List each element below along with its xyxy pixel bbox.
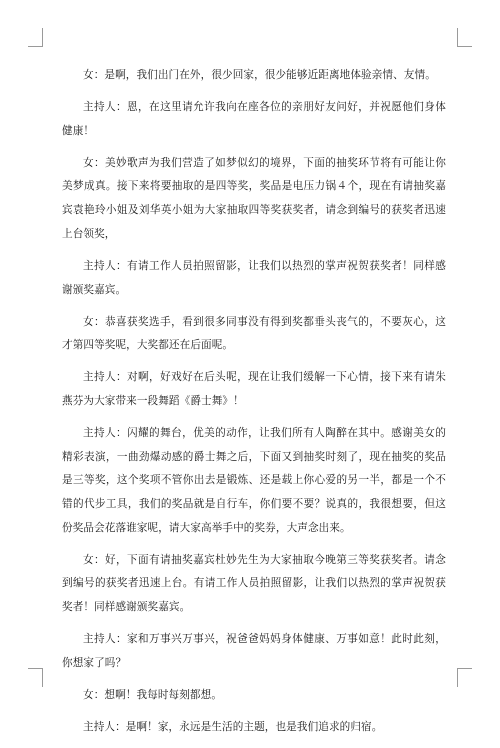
paragraph: 主持人：有请工作人员拍照留影，让我们以热烈的掌声祝贺获奖者！同样感谢颁奖嘉宾。 xyxy=(62,259,446,296)
crop-mark-bottom-left xyxy=(28,668,43,687)
paragraph: 主持人：是啊！家，永远是生活的主题，也是我们追求的归宿。 xyxy=(83,720,383,733)
crop-mark-top-left xyxy=(28,28,43,47)
paragraph: 女：美妙歌声为我们营造了如梦似幻的境界，下面的抽奖环节将有可能让你美梦成真。接下来将要抽取的是四等奖，奖品是电压力锅４个，现在有请抽奖嘉宾袁艳玲小姐及刘华英小姐为大家抽取四等奖获奖者，请念到编号的获奖者迅速上台领奖， xyxy=(62,156,446,240)
paragraph: 女：是啊，我们出门在外，很少回家，很少能够近距离地体验亲情、友情。 xyxy=(83,69,436,81)
paragraph: 主持人：闪耀的舞台，优美的动作，让我们所有人陶醉在其中。感谢美女的精彩表演，一曲劲爆动感的爵士舞之后，下面又到抽奖时刻了，现在抽奖的奖品是三等奖，这个奖项不管你出去是锻炼、还是载上你心爱的另一半，都是一个不错的代步工具，我们的奖品就是自行车，你们要不要？说真的，我很想要，但这份奖品会花落谁家呢，请大家高举手中的奖券，大声念出来。 xyxy=(62,426,446,534)
document-body xyxy=(62,64,446,748)
paragraph: 女：恭喜获奖选手，看到很多同事没有得到奖都垂头丧气的，不要灰心，这才第四等奖呢，大奖都还在后面呢。 xyxy=(62,315,446,352)
crop-mark-top-right xyxy=(457,28,472,47)
paragraph: 女：想啊！我每时每刻都想。 xyxy=(83,688,223,701)
paragraph: 主持人：家和万事兴万事兴，祝爸爸妈妈身体健康、万事如意！此时此刻，你想家了吗？ xyxy=(62,633,446,669)
paragraph: 主持人：对啊，好戏好在后头呢，现在让我们缓解一下心情，接下来有请朱燕芬为大家带来一段舞蹈《爵士舞》！ xyxy=(62,371,446,407)
paragraph: 女：好，下面有请抽奖嘉宾杜妙先生为大家抽取今晚第三等奖获奖者。请念到编号的获奖者迅速上台。有请工作人员拍照留影，让我们以热烈的掌声祝贺获奖者！同样感谢颁奖嘉宾。 xyxy=(62,553,446,614)
crop-mark-bottom-right xyxy=(457,668,472,687)
paragraph: 主持人：恩，在这里请允许我向在座各位的亲朋好友问好，并祝愿他们身体健康！ xyxy=(62,101,446,137)
